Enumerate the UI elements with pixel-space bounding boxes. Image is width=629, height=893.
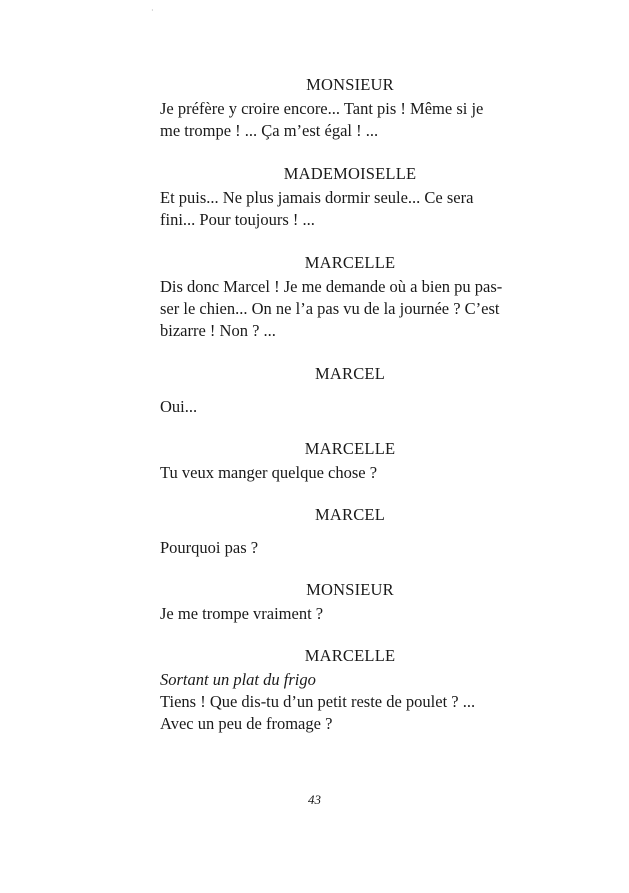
- speaker-name: MARCELLE: [304, 253, 396, 272]
- dialogue-line: bizarre ! Non ? ...: [160, 321, 276, 340]
- speaker-name: MARCEL: [315, 505, 385, 524]
- dialogue-block: [160, 504, 540, 559]
- dialogue-block: [160, 438, 540, 484]
- dialogue-block: [160, 74, 540, 142]
- dialogue-line: Oui...: [160, 397, 198, 416]
- dialogue-line: Avec un peu de fromage ?: [160, 714, 333, 733]
- speaker-name: MARCELLE: [304, 646, 396, 665]
- corner-mark: ·: [151, 6, 154, 15]
- speaker-name: MONSIEUR: [306, 75, 394, 94]
- speaker-name: MARCEL: [315, 364, 385, 383]
- dialogue-line: Tu veux manger quelque chose ?: [160, 463, 378, 482]
- dialogue-line: Pourquoi pas ?: [160, 538, 259, 557]
- dialogue-line: Dis donc Marcel ! Je me demande où a bien pu pas-: [160, 277, 503, 296]
- speaker-name: MADEMOISELLE: [283, 164, 417, 183]
- dialogue-line: Je préfère y croire encore... Tant pis ! Même si je: [160, 99, 484, 118]
- dialogue-line: Et puis... Ne plus jamais dormir seule... Ce sera: [160, 188, 474, 207]
- dialogue-block: [160, 579, 540, 625]
- dialogue-line: fini... Pour toujours ! ...: [160, 210, 315, 229]
- dialogue-block: [160, 252, 540, 342]
- dialogue-block: [160, 645, 540, 735]
- stage-direction: Sortant un plat du frigo: [160, 670, 316, 689]
- dialogue-block: [160, 163, 540, 231]
- dialogue-line: me trompe ! ... Ça m’est égal ! ...: [160, 121, 379, 140]
- speaker-name: MARCELLE: [304, 439, 396, 458]
- speaker-name: MONSIEUR: [306, 580, 394, 599]
- page-number: 43: [308, 792, 321, 807]
- dialogue-line: Je me trompe vraiment ?: [160, 604, 324, 623]
- dialogue-block: [160, 363, 540, 418]
- dialogue-line: Tiens ! Que dis-tu d’un petit reste de poulet ? ...: [160, 692, 476, 711]
- script-page: [160, 74, 540, 735]
- dialogue-line: ser le chien... On ne l’a pas vu de la journée ? C’est: [160, 299, 500, 318]
